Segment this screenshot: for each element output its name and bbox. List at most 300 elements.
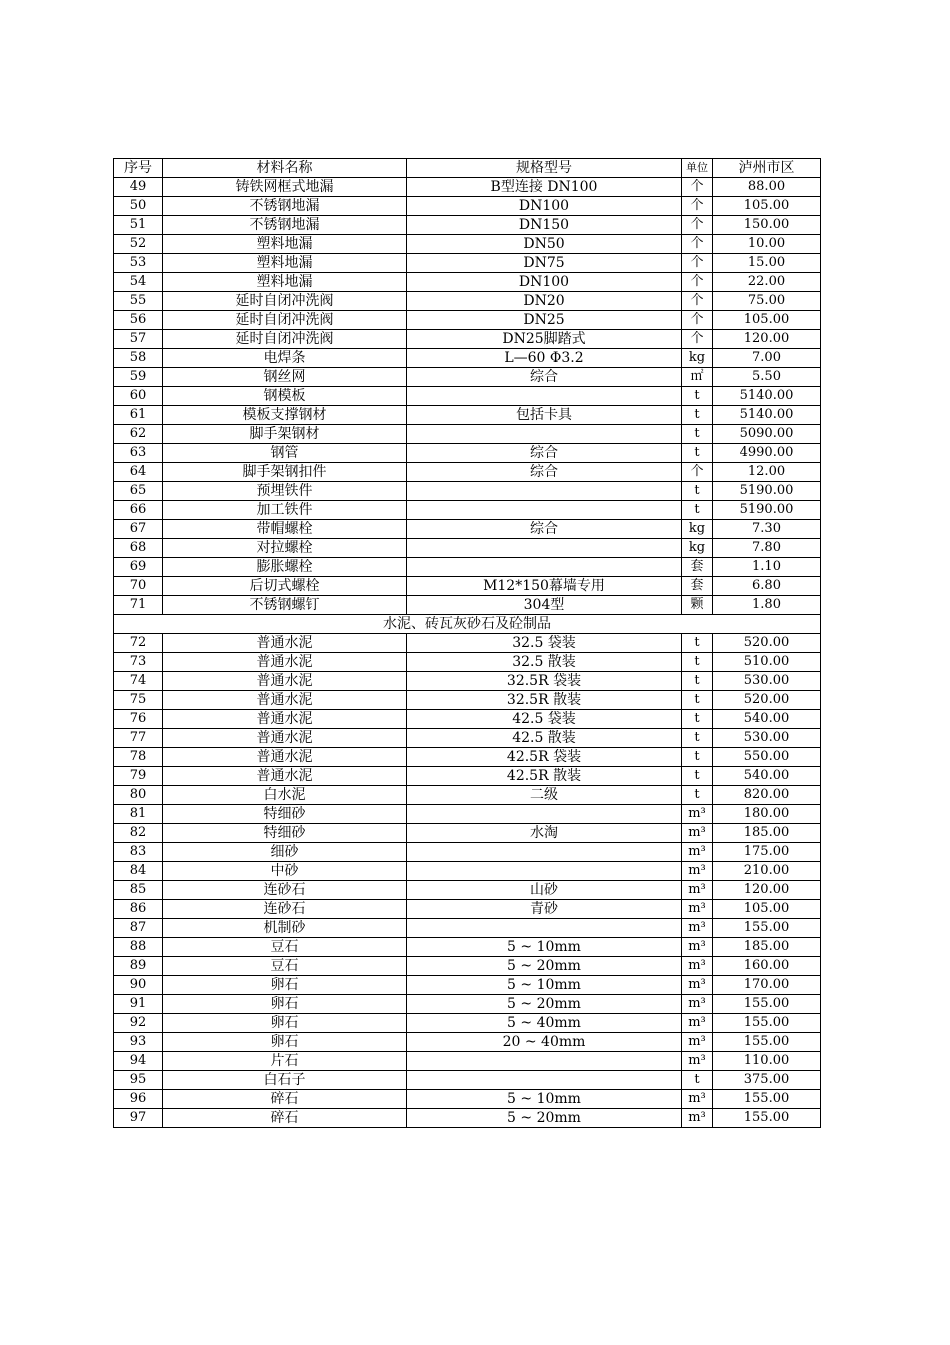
table-row: [114, 672, 821, 691]
cell-unit: m³: [682, 995, 713, 1014]
cell-spec: 二级: [407, 786, 682, 805]
cell-price: 550.00: [713, 748, 821, 767]
cell-index: 85: [114, 881, 163, 900]
cell-unit: t: [682, 501, 713, 520]
cell-name: 带帽螺栓: [163, 520, 407, 539]
cell-spec: [407, 539, 682, 558]
table-row: [114, 691, 821, 710]
cell-spec: 青砂: [407, 900, 682, 919]
cell-name: 普通水泥: [163, 691, 407, 710]
cell-spec: DN100: [407, 273, 682, 292]
table-row: [114, 862, 821, 881]
cell-spec: 综合: [407, 463, 682, 482]
table-row: [114, 482, 821, 501]
table-row: [114, 938, 821, 957]
table-row: [114, 824, 821, 843]
table-row: [114, 463, 821, 482]
cell-spec: DN50: [407, 235, 682, 254]
cell-spec: 32.5R 散装: [407, 691, 682, 710]
cell-name: 钢丝网: [163, 368, 407, 387]
table-row: [114, 596, 821, 615]
cell-spec: 5 ~ 20mm: [407, 1109, 682, 1128]
header-spec: 规格型号: [407, 159, 682, 178]
cell-index: 91: [114, 995, 163, 1014]
cell-unit: m³: [682, 1014, 713, 1033]
cell-index: 61: [114, 406, 163, 425]
cell-index: 92: [114, 1014, 163, 1033]
header-price: 泸州市区: [713, 159, 821, 178]
cell-unit: 个: [682, 216, 713, 235]
table-row: [114, 539, 821, 558]
cell-index: 53: [114, 254, 163, 273]
cell-index: 84: [114, 862, 163, 881]
cell-name: 连砂石: [163, 900, 407, 919]
cell-price: 150.00: [713, 216, 821, 235]
cell-name: 普通水泥: [163, 634, 407, 653]
cell-price: 105.00: [713, 900, 821, 919]
cell-price: 155.00: [713, 1033, 821, 1052]
cell-price: 7.30: [713, 520, 821, 539]
cell-spec: 5 ~ 20mm: [407, 995, 682, 1014]
cell-unit: 个: [682, 254, 713, 273]
header-index: 序号: [114, 159, 163, 178]
cell-unit: 套: [682, 577, 713, 596]
table-row: [114, 767, 821, 786]
cell-price: 175.00: [713, 843, 821, 862]
table-row: [114, 368, 821, 387]
cell-price: 6.80: [713, 577, 821, 596]
cell-spec: [407, 558, 682, 577]
cell-price: 120.00: [713, 881, 821, 900]
cell-index: 63: [114, 444, 163, 463]
cell-price: 155.00: [713, 1090, 821, 1109]
cell-price: 1.10: [713, 558, 821, 577]
cell-name: 普通水泥: [163, 748, 407, 767]
cell-name: 普通水泥: [163, 672, 407, 691]
cell-price: 530.00: [713, 672, 821, 691]
cell-unit: kg: [682, 349, 713, 368]
cell-spec: DN20: [407, 292, 682, 311]
table-row: [114, 786, 821, 805]
table-row: [114, 520, 821, 539]
cell-unit: m³: [682, 1090, 713, 1109]
table-row: [114, 634, 821, 653]
cell-name: 不锈钢螺钉: [163, 596, 407, 615]
cell-name: 普通水泥: [163, 767, 407, 786]
cell-index: 62: [114, 425, 163, 444]
cell-price: 520.00: [713, 634, 821, 653]
cell-unit: t: [682, 748, 713, 767]
cell-spec: 32.5R 袋装: [407, 672, 682, 691]
cell-price: 185.00: [713, 938, 821, 957]
cell-index: 80: [114, 786, 163, 805]
table-row: [114, 976, 821, 995]
cell-index: 83: [114, 843, 163, 862]
cell-price: 375.00: [713, 1071, 821, 1090]
cell-index: 71: [114, 596, 163, 615]
cell-spec: [407, 387, 682, 406]
table-row: [114, 919, 821, 938]
cell-price: 5190.00: [713, 501, 821, 520]
table-row: [114, 843, 821, 862]
table-row: [114, 729, 821, 748]
cell-name: 连砂石: [163, 881, 407, 900]
cell-index: 54: [114, 273, 163, 292]
cell-spec: [407, 862, 682, 881]
cell-index: 65: [114, 482, 163, 501]
cell-spec: B型连接 DN100: [407, 178, 682, 197]
table-row: [114, 235, 821, 254]
table-row: [114, 1109, 821, 1128]
table-row: [114, 501, 821, 520]
cell-index: 58: [114, 349, 163, 368]
cell-index: 82: [114, 824, 163, 843]
cell-index: 90: [114, 976, 163, 995]
cell-spec: DN75: [407, 254, 682, 273]
cell-name: 预埋铁件: [163, 482, 407, 501]
cell-name: 白石子: [163, 1071, 407, 1090]
cell-unit: m³: [682, 1109, 713, 1128]
table-row: [114, 273, 821, 292]
cell-spec: [407, 1052, 682, 1071]
cell-spec: [407, 919, 682, 938]
cell-name: 白水泥: [163, 786, 407, 805]
cell-name: 卵石: [163, 976, 407, 995]
cell-price: 160.00: [713, 957, 821, 976]
cell-name: 普通水泥: [163, 653, 407, 672]
cell-price: 22.00: [713, 273, 821, 292]
cell-name: 碎石: [163, 1090, 407, 1109]
cell-index: 79: [114, 767, 163, 786]
cell-name: 模板支撑钢材: [163, 406, 407, 425]
table-row: [114, 349, 821, 368]
cell-spec: 20 ~ 40mm: [407, 1033, 682, 1052]
table-row: [114, 957, 821, 976]
cell-unit: t: [682, 1071, 713, 1090]
cell-spec: L—60 Φ3.2: [407, 349, 682, 368]
cell-index: 74: [114, 672, 163, 691]
cell-index: 51: [114, 216, 163, 235]
cell-name: 普通水泥: [163, 710, 407, 729]
table-row: [114, 995, 821, 1014]
cell-unit: t: [682, 634, 713, 653]
cell-spec: 山砂: [407, 881, 682, 900]
cell-price: 7.00: [713, 349, 821, 368]
cell-index: 69: [114, 558, 163, 577]
cell-index: 96: [114, 1090, 163, 1109]
cell-spec: 42.5 袋装: [407, 710, 682, 729]
table-row: [114, 197, 821, 216]
section-row: [114, 615, 821, 634]
cell-name: 碎石: [163, 1109, 407, 1128]
cell-price: 210.00: [713, 862, 821, 881]
cell-unit: 个: [682, 463, 713, 482]
cell-unit: m³: [682, 919, 713, 938]
cell-name: 特细砂: [163, 824, 407, 843]
cell-price: 820.00: [713, 786, 821, 805]
table-row: [114, 292, 821, 311]
cell-index: 88: [114, 938, 163, 957]
cell-name: 不锈钢地漏: [163, 197, 407, 216]
cell-index: 73: [114, 653, 163, 672]
cell-index: 56: [114, 311, 163, 330]
cell-unit: 套: [682, 558, 713, 577]
cell-name: 脚手架钢材: [163, 425, 407, 444]
cell-spec: DN25脚踏式: [407, 330, 682, 349]
cell-spec: 综合: [407, 444, 682, 463]
cell-unit: 个: [682, 273, 713, 292]
cell-unit: t: [682, 444, 713, 463]
cell-unit: t: [682, 710, 713, 729]
cell-spec: 42.5R 散装: [407, 767, 682, 786]
cell-spec: 水淘: [407, 824, 682, 843]
cell-name: 电焊条: [163, 349, 407, 368]
cell-index: 76: [114, 710, 163, 729]
cell-name: 普通水泥: [163, 729, 407, 748]
cell-name: 对拉螺栓: [163, 539, 407, 558]
cell-name: 中砂: [163, 862, 407, 881]
cell-price: 170.00: [713, 976, 821, 995]
cell-price: 10.00: [713, 235, 821, 254]
cell-price: 105.00: [713, 197, 821, 216]
cell-spec: [407, 1071, 682, 1090]
cell-price: 155.00: [713, 919, 821, 938]
cell-spec: [407, 805, 682, 824]
cell-price: 15.00: [713, 254, 821, 273]
cell-unit: 颗: [682, 596, 713, 615]
cell-index: 57: [114, 330, 163, 349]
section-title: 水泥、砖瓦灰砂石及砼制品: [114, 615, 821, 634]
cell-unit: t: [682, 729, 713, 748]
cell-name: 脚手架钢扣件: [163, 463, 407, 482]
cell-unit: 个: [682, 292, 713, 311]
table-row: [114, 1052, 821, 1071]
cell-spec: 5 ~ 10mm: [407, 976, 682, 995]
cell-name: 豆石: [163, 957, 407, 976]
cell-price: 155.00: [713, 1109, 821, 1128]
cell-unit: t: [682, 653, 713, 672]
cell-price: 7.80: [713, 539, 821, 558]
header-unit: 单位: [682, 159, 713, 178]
cell-name: 延时自闭冲洗阀: [163, 311, 407, 330]
cell-index: 55: [114, 292, 163, 311]
table-row: [114, 900, 821, 919]
table-row: [114, 881, 821, 900]
cell-unit: kg: [682, 539, 713, 558]
header-row: [114, 159, 821, 178]
cell-index: 50: [114, 197, 163, 216]
cell-name: 片石: [163, 1052, 407, 1071]
cell-name: 塑料地漏: [163, 235, 407, 254]
cell-index: 95: [114, 1071, 163, 1090]
cell-name: 加工铁件: [163, 501, 407, 520]
cell-index: 72: [114, 634, 163, 653]
cell-index: 60: [114, 387, 163, 406]
table-row: [114, 330, 821, 349]
cell-name: 细砂: [163, 843, 407, 862]
cell-unit: m³: [682, 881, 713, 900]
cell-spec: [407, 843, 682, 862]
cell-unit: m³: [682, 1052, 713, 1071]
cell-price: 4990.00: [713, 444, 821, 463]
cell-index: 68: [114, 539, 163, 558]
cell-spec: 5 ~ 40mm: [407, 1014, 682, 1033]
cell-price: 5.50: [713, 368, 821, 387]
cell-price: 5140.00: [713, 406, 821, 425]
table-row: [114, 425, 821, 444]
table-row: [114, 1014, 821, 1033]
cell-price: 1.80: [713, 596, 821, 615]
cell-unit: m³: [682, 843, 713, 862]
cell-name: 机制砂: [163, 919, 407, 938]
cell-name: 卵石: [163, 1014, 407, 1033]
cell-spec: [407, 425, 682, 444]
cell-index: 89: [114, 957, 163, 976]
cell-index: 93: [114, 1033, 163, 1052]
cell-price: 75.00: [713, 292, 821, 311]
table-row: [114, 748, 821, 767]
cell-unit: 个: [682, 311, 713, 330]
cell-spec: 42.5R 袋装: [407, 748, 682, 767]
cell-unit: t: [682, 786, 713, 805]
material-price-table: [113, 158, 821, 1128]
cell-price: 540.00: [713, 767, 821, 786]
cell-unit: m³: [682, 938, 713, 957]
table-row: [114, 653, 821, 672]
cell-name: 延时自闭冲洗阀: [163, 330, 407, 349]
cell-spec: 包括卡具: [407, 406, 682, 425]
cell-name: 特细砂: [163, 805, 407, 824]
table-row: [114, 558, 821, 577]
cell-price: 155.00: [713, 995, 821, 1014]
cell-unit: ㎡: [682, 368, 713, 387]
cell-index: 49: [114, 178, 163, 197]
cell-index: 52: [114, 235, 163, 254]
cell-unit: t: [682, 482, 713, 501]
cell-name: 铸铁网框式地漏: [163, 178, 407, 197]
cell-unit: 个: [682, 197, 713, 216]
cell-price: 180.00: [713, 805, 821, 824]
table-row: [114, 577, 821, 596]
table-row: [114, 444, 821, 463]
cell-spec: 5 ~ 20mm: [407, 957, 682, 976]
cell-unit: m³: [682, 824, 713, 843]
table-row: [114, 311, 821, 330]
cell-index: 64: [114, 463, 163, 482]
cell-spec: DN100: [407, 197, 682, 216]
cell-name: 塑料地漏: [163, 254, 407, 273]
cell-spec: 32.5 袋装: [407, 634, 682, 653]
table-row: [114, 387, 821, 406]
cell-spec: [407, 482, 682, 501]
cell-unit: m³: [682, 976, 713, 995]
cell-unit: m³: [682, 805, 713, 824]
cell-spec: 5 ~ 10mm: [407, 938, 682, 957]
cell-price: 120.00: [713, 330, 821, 349]
cell-name: 后切式螺栓: [163, 577, 407, 596]
cell-index: 81: [114, 805, 163, 824]
cell-index: 67: [114, 520, 163, 539]
cell-unit: m³: [682, 1033, 713, 1052]
cell-name: 卵石: [163, 1033, 407, 1052]
cell-unit: t: [682, 406, 713, 425]
table-row: [114, 216, 821, 235]
cell-index: 97: [114, 1109, 163, 1128]
cell-name: 钢模板: [163, 387, 407, 406]
cell-unit: m³: [682, 900, 713, 919]
cell-spec: 304型: [407, 596, 682, 615]
table-row: [114, 805, 821, 824]
cell-index: 66: [114, 501, 163, 520]
cell-price: 185.00: [713, 824, 821, 843]
cell-unit: kg: [682, 520, 713, 539]
cell-price: 510.00: [713, 653, 821, 672]
price-table-container: [113, 158, 821, 1128]
header-name: 材料名称: [163, 159, 407, 178]
cell-index: 78: [114, 748, 163, 767]
cell-unit: m³: [682, 862, 713, 881]
cell-unit: t: [682, 425, 713, 444]
table-row: [114, 1090, 821, 1109]
cell-price: 5090.00: [713, 425, 821, 444]
table-row: [114, 406, 821, 425]
cell-name: 豆石: [163, 938, 407, 957]
cell-price: 88.00: [713, 178, 821, 197]
table-row: [114, 254, 821, 273]
cell-price: 5140.00: [713, 387, 821, 406]
cell-index: 70: [114, 577, 163, 596]
table-row: [114, 178, 821, 197]
cell-price: 530.00: [713, 729, 821, 748]
cell-spec: 42.5 散装: [407, 729, 682, 748]
cell-unit: t: [682, 387, 713, 406]
cell-spec: DN150: [407, 216, 682, 235]
cell-unit: t: [682, 672, 713, 691]
cell-index: 87: [114, 919, 163, 938]
cell-price: 105.00: [713, 311, 821, 330]
cell-index: 77: [114, 729, 163, 748]
cell-price: 12.00: [713, 463, 821, 482]
cell-spec: DN25: [407, 311, 682, 330]
cell-name: 卵石: [163, 995, 407, 1014]
table-row: [114, 1071, 821, 1090]
cell-unit: t: [682, 691, 713, 710]
cell-index: 86: [114, 900, 163, 919]
cell-spec: 综合: [407, 368, 682, 387]
cell-name: 塑料地漏: [163, 273, 407, 292]
cell-spec: 综合: [407, 520, 682, 539]
cell-spec: [407, 501, 682, 520]
cell-index: 59: [114, 368, 163, 387]
cell-name: 不锈钢地漏: [163, 216, 407, 235]
cell-name: 钢管: [163, 444, 407, 463]
cell-spec: M12*150幕墙专用: [407, 577, 682, 596]
cell-spec: 5 ~ 10mm: [407, 1090, 682, 1109]
cell-price: 540.00: [713, 710, 821, 729]
cell-unit: t: [682, 767, 713, 786]
cell-price: 5190.00: [713, 482, 821, 501]
table-row: [114, 1033, 821, 1052]
cell-name: 延时自闭冲洗阀: [163, 292, 407, 311]
cell-spec: 32.5 散装: [407, 653, 682, 672]
cell-index: 94: [114, 1052, 163, 1071]
cell-unit: m³: [682, 957, 713, 976]
cell-name: 膨胀螺栓: [163, 558, 407, 577]
cell-index: 75: [114, 691, 163, 710]
cell-unit: 个: [682, 178, 713, 197]
cell-unit: 个: [682, 235, 713, 254]
cell-unit: 个: [682, 330, 713, 349]
